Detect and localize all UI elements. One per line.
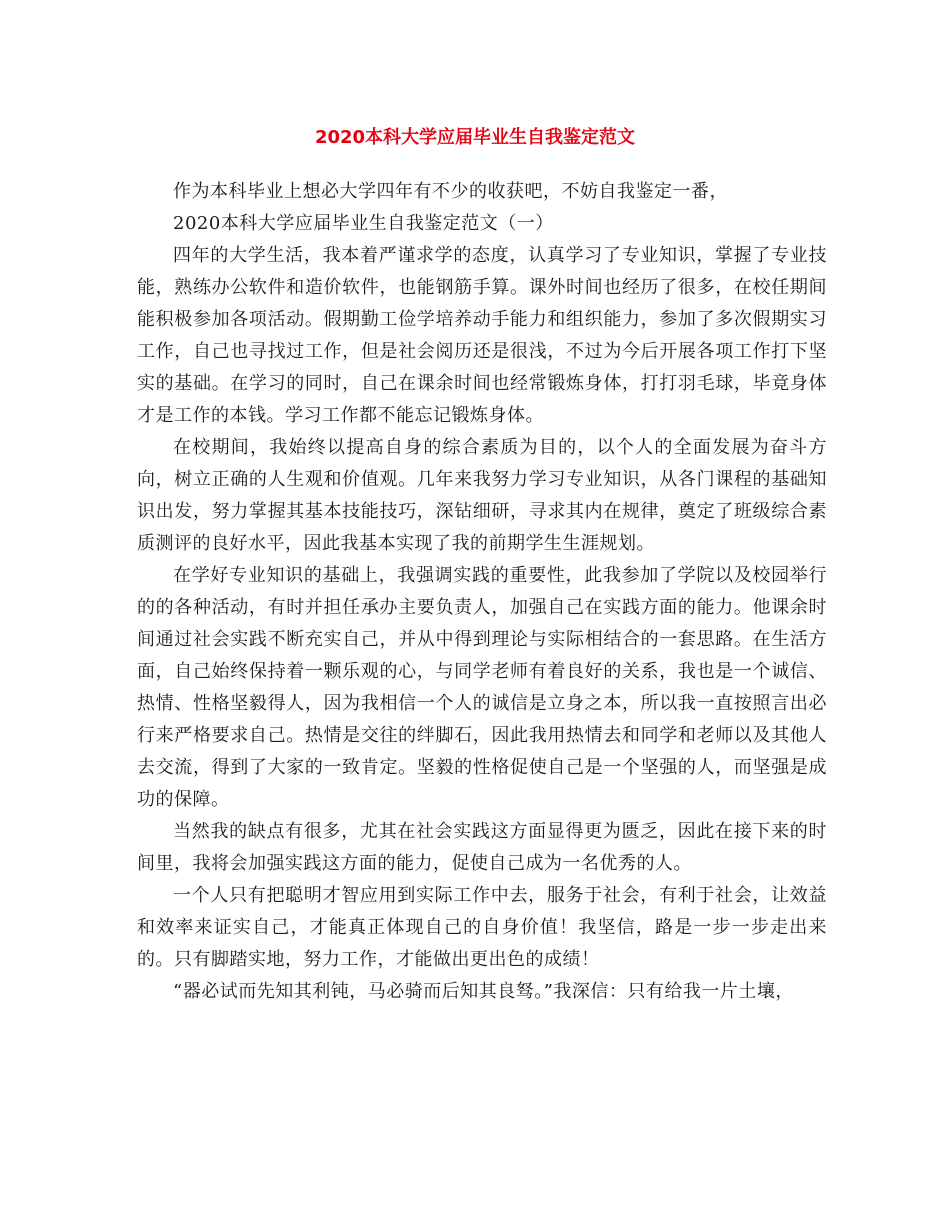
document-title: 2020本科大学应届毕业生自我鉴定范文 [314,127,636,148]
paragraph-shortcomings: 当然我的缺点有很多，尤其在社会实践这方面显得更为匮乏，因此在接下来的时间里，我将会加强实践这方面的能力，促使自己成为一名优秀的人。 [137,821,827,874]
paragraph-quote: “器必试而先知其利钝，马必骑而后知其良驽。”我深信：只有给我一片土壤， [173,981,794,1002]
paragraph-practice: 在学好专业知识的基础上，我强调实践的重要性，此我参加了学院以及校园举行的的各种活动，有时并担任承办主要负责人，加强自己在实践方面的能力。他课余时间通过社会实践不断充实自己，并从中得到理论与实际相结合的一套思路。在生活方面，自己始终保持着一颗乐观的心，与同学老师有着良好的关系，我也是一个诚信、热情、性格坚毅得人，因为我相信一个人的诚信是立身之本，所以我一直按照言出必行来严格要求自己。热情是交往的绊脚石，因此我用热情去和同学和老师以及其他人去交流，得到了大家的一致肯定。坚毅的性格促使自己是一个坚强的人，而坚强是成功的保障。 [137,565,827,810]
paragraph-school-period: 在校期间，我始终以提高自身的综合素质为目的，以个人的全面发展为奋斗方向，树立正确的人生观和价值观。几年来我努力学习专业知识，从各门课程的基础知识出发，努力掌握其基本技能技巧，深钻细研，寻求其内在规律，奠定了班级综合素质测评的良好水平，因此我基本实现了我的前期学生生涯规划。 [137,437,827,554]
document-body [137,176,827,1008]
paragraph-self-value: 一个人只有把聪明才智应用到实际工作中去，服务于社会，有利于社会，让效益和效率来证实自己，才能真正体现自己的自身价值！我坚信，路是一步一步走出来的。只有脚踏实地，努力工作，才能做出更出色的成绩！ [137,885,827,970]
paragraph-subtitle: 2020本科大学应届毕业生自我鉴定范文（一） [173,213,554,234]
paragraph-university-life: 四年的大学生活，我本着严谨求学的态度，认真学习了专业知识，掌握了专业技能，熟练办公软件和造价软件，也能钢筋手算。课外时间也经历了很多，在校任期间能积极参加各项活动。假期勤工俭学培养动手能力和组织能力，参加了多次假期实习工作，自己也寻找过工作，但是社会阅历还是很浅，不过为今后开展各项工作打下坚实的基础。在学习的同时，自己在课余时间也经常锻炼身体，打打羽毛球，毕竟身体才是工作的本钱。学习工作都不能忘记锻炼身体。 [137,245,827,426]
paragraph-intro: 作为本科毕业上想必大学四年有不少的收获吧，不妨自我鉴定一番， [173,181,728,202]
